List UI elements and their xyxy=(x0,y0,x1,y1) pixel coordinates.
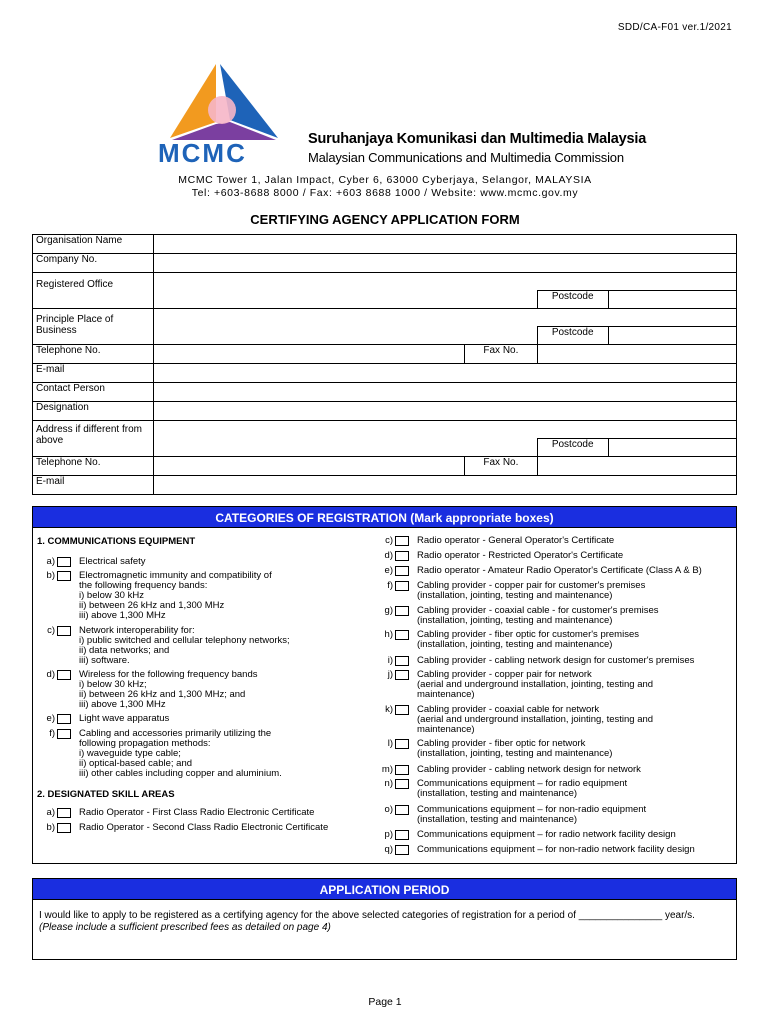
skill-area-item-line: Communications equipment – for radio network facility design xyxy=(417,829,676,840)
skill-area-checkbox[interactable] xyxy=(395,581,409,591)
skill-area-item-line: Communications equipment – for non-radio equipment xyxy=(417,804,647,815)
equipment-item-line: the following frequency bands: xyxy=(79,580,208,591)
skill-checkbox[interactable] xyxy=(57,823,71,833)
org-address xyxy=(0,174,770,200)
skill-area-item-text xyxy=(417,656,694,666)
skill-area-item-line: maintenance) xyxy=(417,724,475,735)
skill-area-item-text xyxy=(417,830,676,840)
skill-area-item-text xyxy=(417,845,695,855)
skill-area-checkbox[interactable] xyxy=(395,705,409,715)
label-address-different: Address if different from above xyxy=(33,421,154,457)
equipment-item-text xyxy=(79,729,282,779)
designation-field[interactable] xyxy=(153,402,736,421)
skill-area-checkbox[interactable] xyxy=(395,536,409,546)
skill-area-item-line: maintenance) xyxy=(417,689,475,700)
skill-area-item-line: Communications equipment – for radio equipment xyxy=(417,778,628,789)
skill-area-item-line: Radio operator - Restricted Operator's Certificate xyxy=(417,550,624,561)
label-postcode: Postcode xyxy=(537,439,608,457)
equipment-item-line: ii) between 26 kHz and 1,300 MHz xyxy=(79,600,225,611)
application-statement: I would like to apply to be registered as a certifying agency for the above selected categories of registration for a period of _______________ year/s. xyxy=(39,910,695,921)
skill-area-item-text xyxy=(417,606,659,626)
skill-item-line: Radio Operator - Second Class Radio Electronic Certificate xyxy=(79,822,329,833)
skill-area-item-letter: j) xyxy=(387,669,393,680)
equipment-item-letter: c) xyxy=(47,625,55,636)
equipment-item-line: iii) software. xyxy=(79,655,130,666)
skill-area-item-letter: n) xyxy=(384,778,393,789)
skill-area-item-line: (aerial and underground installation, jointing, testing and xyxy=(417,714,654,725)
telephone-field[interactable] xyxy=(153,345,464,364)
label-telephone: Telephone No. xyxy=(33,345,154,364)
equipment-item-line: i) below 30 kHz xyxy=(79,590,144,601)
form-title: CERTIFYING AGENCY APPLICATION FORM xyxy=(250,212,520,227)
skill-area-item-line: Cabling provider - coaxial cable for network xyxy=(417,704,600,715)
equipment-item-text xyxy=(79,714,169,724)
skill-checkbox[interactable] xyxy=(57,808,71,818)
equipment-item-letter: f) xyxy=(49,728,55,739)
section-designated-skill-areas: 2. DESIGNATED SKILL AREAS xyxy=(37,789,175,800)
equipment-item-letter: e) xyxy=(46,713,55,724)
skill-item-letter: a) xyxy=(46,807,55,818)
skill-area-item-text xyxy=(417,739,612,759)
skill-area-item-letter: q) xyxy=(384,844,393,855)
skill-area-item-letter: h) xyxy=(384,629,393,640)
skill-area-item-text xyxy=(417,536,614,546)
label-registered-office: Registered Office xyxy=(33,273,154,309)
equipment-item-line: ii) optical-based cable; and xyxy=(79,758,193,769)
equipment-checkbox[interactable] xyxy=(57,714,71,724)
page-number: Page 1 xyxy=(368,996,402,1008)
label-fax: Fax No. xyxy=(465,457,538,476)
equipment-item-line: Electrical safety xyxy=(79,556,146,567)
skill-area-item-line: Cabling provider - copper pair for customer's premises xyxy=(417,580,646,591)
skill-area-checkbox[interactable] xyxy=(395,805,409,815)
skill-area-item-text xyxy=(417,566,702,576)
skill-area-item-line: (installation, testing and maintenance) xyxy=(417,814,578,825)
equipment-item-text xyxy=(79,670,257,710)
categories-header: CATEGORIES OF REGISTRATION (Mark appropriate boxes) xyxy=(32,506,737,528)
skill-area-item-letter: k) xyxy=(385,704,393,715)
skill-area-item-letter: o) xyxy=(384,804,393,815)
company-no-field[interactable] xyxy=(153,254,736,273)
telephone-field[interactable] xyxy=(153,457,464,476)
skill-area-item-line: Cabling provider - fiber optic for customer's premises xyxy=(417,629,639,640)
equipment-checkbox[interactable] xyxy=(57,626,71,636)
equipment-checkbox[interactable] xyxy=(57,729,71,739)
label-company-no: Company No. xyxy=(33,254,154,273)
skill-area-item-line: Cabling provider - copper pair for network xyxy=(417,669,592,680)
email-field[interactable] xyxy=(153,476,736,495)
skill-area-item-text xyxy=(417,805,646,825)
label-organisation-name: Organisation Name xyxy=(33,235,154,254)
address-line: MCMC Tower 1, Jalan Impact, Cyber 6, 63000 Cyberjaya, Selangor, MALAYSIA xyxy=(178,174,592,186)
equipment-item-letter: a) xyxy=(46,556,55,567)
application-period-header: APPLICATION PERIOD xyxy=(32,878,737,900)
equipment-item-line: i) public switched and cellular telephony networks; xyxy=(79,635,290,646)
label-telephone: Telephone No. xyxy=(33,457,154,476)
equipment-item-text xyxy=(79,571,272,621)
skill-area-item-letter: e) xyxy=(384,565,393,576)
skill-area-item-line: Cabling provider - cabling network design for customer's premises xyxy=(417,655,695,666)
fax-field[interactable] xyxy=(537,457,736,476)
equipment-item-line: Light wave apparatus xyxy=(79,713,170,724)
label-email: E-mail xyxy=(33,364,154,383)
skill-area-checkbox[interactable] xyxy=(395,830,409,840)
skill-area-item-line: Communications equipment – for non-radio network facility design xyxy=(417,844,695,855)
label-contact-person: Contact Person xyxy=(33,383,154,402)
form-reference: SDD/CA-F01 ver.1/2021 xyxy=(617,22,732,33)
skill-area-item-text xyxy=(417,630,639,650)
equipment-item-line: Network interoperability for: xyxy=(79,625,195,636)
skill-area-item-text xyxy=(417,581,645,601)
skill-area-checkbox[interactable] xyxy=(395,779,409,789)
skill-item-letter: b) xyxy=(46,822,55,833)
skill-area-item-line: Cabling provider - fiber optic for network xyxy=(417,738,586,749)
application-note: (Please include a sufficient prescribed fees as detailed on page 4) xyxy=(39,922,331,933)
skill-area-item-line: (installation, jointing, testing and maintenance) xyxy=(417,590,613,601)
fax-field[interactable] xyxy=(537,345,736,364)
equipment-item-letter: b) xyxy=(46,570,55,581)
equipment-item-text xyxy=(79,626,290,666)
label-postcode: Postcode xyxy=(537,327,608,345)
equipment-checkbox[interactable] xyxy=(57,571,71,581)
equipment-item-line: ii) between 26 kHz and 1,300 MHz; and xyxy=(79,689,246,700)
skill-area-checkbox[interactable] xyxy=(395,551,409,561)
skill-area-item-text xyxy=(417,765,641,775)
registered-office-field-line2[interactable] xyxy=(153,291,537,309)
skill-area-item-line: (installation, jointing, testing and maintenance) xyxy=(417,615,613,626)
skill-area-item-line: Radio operator - Amateur Radio Operator's Certificate (Class A & B) xyxy=(417,565,702,576)
alt-address-field[interactable] xyxy=(153,421,736,439)
skill-item-text xyxy=(79,808,314,818)
skill-area-checkbox[interactable] xyxy=(395,845,409,855)
skill-area-checkbox[interactable] xyxy=(395,765,409,775)
contact-line: Tel: +603-8688 8000 / Fax: +603 8688 1000 / Website: www.mcmc.gov.my xyxy=(191,187,579,199)
registered-office-field[interactable] xyxy=(153,273,736,291)
skill-area-item-letter: m) xyxy=(381,764,393,775)
equipment-item-line: iii) above 1,300 MHz xyxy=(79,699,166,710)
equipment-item-line: Wireless for the following frequency bands xyxy=(79,669,258,680)
equipment-item-line: following propagation methods: xyxy=(79,738,211,749)
skill-area-checkbox[interactable] xyxy=(395,670,409,680)
skill-area-item-letter: g) xyxy=(384,605,393,616)
label-fax: Fax No. xyxy=(465,345,538,364)
label-principal-place: Principle Place of Business xyxy=(33,309,154,345)
email-field[interactable] xyxy=(153,364,736,383)
equipment-item-line: ii) data networks; and xyxy=(79,645,170,656)
skill-area-checkbox[interactable] xyxy=(395,566,409,576)
skill-area-item-line: Cabling provider - cabling network design for network xyxy=(417,764,641,775)
postcode-field[interactable] xyxy=(608,327,736,345)
skill-area-item-text xyxy=(417,670,653,700)
skill-area-checkbox[interactable] xyxy=(395,606,409,616)
equipment-checkbox[interactable] xyxy=(57,670,71,680)
skill-area-checkbox[interactable] xyxy=(395,739,409,749)
org-name-malay: Suruhanjaya Komunikasi dan Multimedia Malaysia xyxy=(308,131,647,147)
skill-area-item-letter: f) xyxy=(387,580,393,591)
skill-area-item-line: Radio operator - General Operator's Certificate xyxy=(417,535,615,546)
equipment-item-line: Electromagnetic immunity and compatibility of xyxy=(79,570,272,581)
skill-area-item-text xyxy=(417,705,653,735)
skill-area-checkbox[interactable] xyxy=(395,630,409,640)
org-name-english: Malaysian Communications and Multimedia Commission xyxy=(308,150,624,165)
skill-area-checkbox[interactable] xyxy=(395,656,409,666)
logo-circle xyxy=(208,96,236,124)
equipment-item-line: iii) above 1,300 MHz xyxy=(79,610,166,621)
skill-item-line: Radio Operator - First Class Radio Electronic Certificate xyxy=(79,807,315,818)
skill-area-item-line: (installation, testing and maintenance) xyxy=(417,788,578,799)
skill-area-item-letter: p) xyxy=(384,829,393,840)
skill-item-text xyxy=(79,823,328,833)
logo-text: MCMC xyxy=(158,138,247,168)
section-communications-equipment: 1. COMMUNICATIONS EQUIPMENT xyxy=(37,536,196,547)
equipment-item-line: i) waveguide type cable; xyxy=(79,748,181,759)
skill-area-item-text xyxy=(417,779,627,799)
postcode-field[interactable] xyxy=(608,439,736,457)
contact-person-field[interactable] xyxy=(153,383,736,402)
principal-place-field-line2[interactable] xyxy=(153,327,537,345)
equipment-item-line: Cabling and accessories primarily utilizing the xyxy=(79,728,272,739)
skill-area-item-letter: c) xyxy=(385,535,393,546)
alt-address-field-line2[interactable] xyxy=(153,439,537,457)
equipment-checkbox[interactable] xyxy=(57,557,71,567)
equipment-item-text xyxy=(79,557,146,567)
skill-area-item-line: Cabling provider - coaxial cable - for customer's premises xyxy=(417,605,659,616)
equipment-item-letter: d) xyxy=(46,669,55,680)
postcode-field[interactable] xyxy=(608,291,736,309)
label-designation: Designation xyxy=(33,402,154,421)
categories-section xyxy=(32,528,737,864)
skill-area-item-line: (installation, jointing, testing and maintenance) xyxy=(417,748,613,759)
equipment-item-line: iii) other cables including copper and aluminium. xyxy=(79,768,282,779)
application-period-section xyxy=(32,900,737,960)
equipment-item-line: i) below 30 kHz; xyxy=(79,679,147,690)
label-email: E-mail xyxy=(33,476,154,495)
mcmc-logo xyxy=(158,62,288,168)
skill-area-item-letter: d) xyxy=(384,550,393,561)
skill-area-item-letter: l) xyxy=(387,738,393,749)
applicant-info-table xyxy=(32,234,737,495)
skill-area-item-line: (aerial and underground installation, jointing, testing and xyxy=(417,679,654,690)
skill-area-item-line: (installation, jointing, testing and maintenance) xyxy=(417,639,613,650)
organisation-name-field[interactable] xyxy=(153,235,736,254)
label-postcode: Postcode xyxy=(537,291,608,309)
principal-place-field[interactable] xyxy=(153,309,736,327)
skill-area-item-letter: i) xyxy=(387,655,393,666)
skill-area-item-text xyxy=(417,551,623,561)
